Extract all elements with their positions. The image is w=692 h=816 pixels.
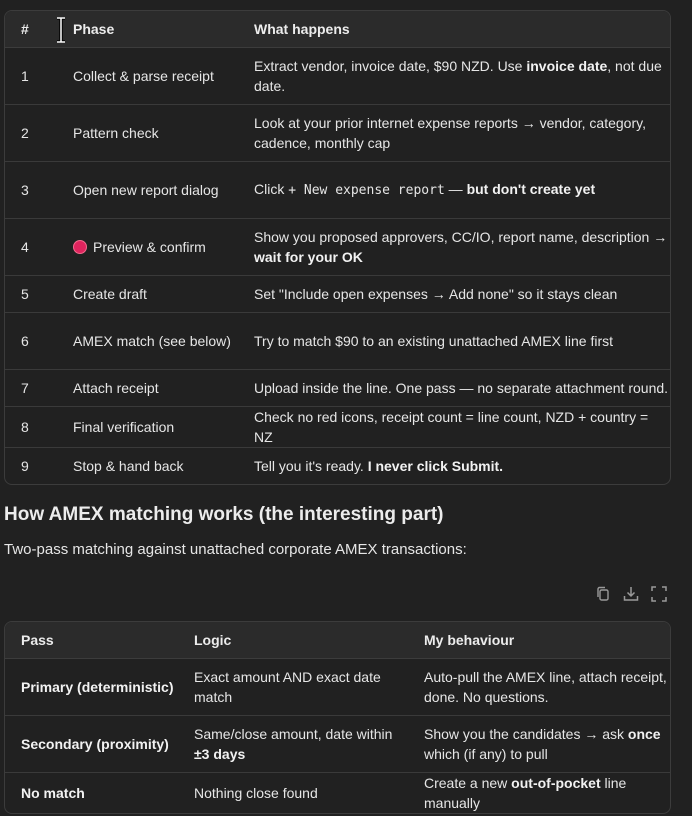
download-icon[interactable] bbox=[622, 585, 640, 603]
header-logic: Logic bbox=[178, 622, 408, 659]
table-row bbox=[5, 313, 670, 370]
bold-text: once bbox=[627, 726, 661, 742]
phase-name bbox=[57, 105, 238, 162]
header-num: # bbox=[5, 11, 57, 48]
phase-number: 8 bbox=[5, 407, 57, 448]
text-run: Tell you it's ready. bbox=[254, 458, 368, 474]
phase-description bbox=[238, 313, 670, 370]
phase-label: Stop & hand back bbox=[73, 458, 184, 474]
table-row bbox=[5, 162, 670, 219]
section-intro: Two-pass matching against unattached corporate AMEX transactions: bbox=[4, 541, 467, 558]
inline-code: + New expense report bbox=[288, 183, 445, 198]
text-run: Nothing close found bbox=[194, 785, 318, 801]
table-row bbox=[5, 448, 670, 485]
table-row bbox=[5, 773, 670, 814]
text-run: Try to match $90 to an existing unattached AMEX line first bbox=[254, 333, 613, 349]
pass-behaviour bbox=[408, 716, 670, 773]
phase-label: Pattern check bbox=[73, 125, 159, 141]
text-run: Click bbox=[254, 181, 289, 197]
red-circle-icon bbox=[73, 240, 87, 254]
amex-matching-table bbox=[5, 622, 670, 813]
table-row bbox=[5, 370, 670, 407]
phase-number: 2 bbox=[5, 105, 57, 162]
text-run: Extract vendor, invoice date, $90 NZD. Use bbox=[254, 58, 527, 74]
expand-icon[interactable] bbox=[650, 585, 668, 603]
table-row bbox=[5, 407, 670, 448]
phase-label: Create draft bbox=[73, 286, 147, 302]
phase-description bbox=[238, 105, 670, 162]
text-run: line manually bbox=[424, 775, 627, 811]
copy-icon[interactable] bbox=[594, 585, 612, 603]
table-row bbox=[5, 105, 670, 162]
pass-behaviour bbox=[408, 773, 670, 814]
text-run: Upload inside the line. One pass — no separate attachment round. bbox=[254, 380, 669, 396]
text-run: Auto-pull the AMEX line, attach receipt, done. No questions. bbox=[424, 669, 667, 705]
phase-label: Collect & parse receipt bbox=[73, 68, 214, 84]
phase-name bbox=[57, 448, 238, 485]
bold-text: out-of-pocket bbox=[511, 775, 601, 791]
phase-description bbox=[238, 219, 670, 276]
text-run: Exact amount AND exact date match bbox=[194, 669, 381, 705]
text-run: Set "Include open expenses → Add none" so it stays clean bbox=[254, 286, 618, 302]
pass-logic bbox=[178, 659, 408, 716]
pass-logic bbox=[178, 716, 408, 773]
section-title: How AMEX matching works (the interesting part) bbox=[4, 504, 444, 525]
phase-description bbox=[238, 162, 670, 219]
phase-label: Open new report dialog bbox=[73, 182, 219, 198]
text-run: Check no red icons, receipt count = line count, NZD + country = NZ bbox=[254, 409, 649, 445]
phase-name bbox=[57, 276, 238, 313]
header-pass: Pass bbox=[5, 622, 178, 659]
amex-table-container bbox=[4, 621, 671, 814]
phase-name bbox=[57, 407, 238, 448]
table-row bbox=[5, 659, 670, 716]
phase-number: 5 bbox=[5, 276, 57, 313]
phase-name bbox=[57, 313, 238, 370]
phase-description bbox=[238, 448, 670, 485]
bold-text: invoice date bbox=[526, 58, 608, 74]
table-row bbox=[5, 716, 670, 773]
bold-text: I never click Submit. bbox=[367, 458, 504, 474]
phase-number: 7 bbox=[5, 370, 57, 407]
header-phase: Phase bbox=[57, 11, 238, 48]
phases-table bbox=[5, 11, 670, 484]
pass-logic bbox=[178, 773, 408, 814]
text-run: which (if any) to pull bbox=[424, 746, 548, 762]
table-row bbox=[5, 276, 670, 313]
phases-header-row bbox=[5, 11, 670, 48]
phase-number: 6 bbox=[5, 313, 57, 370]
phase-number: 1 bbox=[21, 68, 29, 84]
text-run: — bbox=[444, 181, 467, 197]
bold-text: ±3 days bbox=[194, 746, 246, 762]
phase-name bbox=[57, 370, 238, 407]
phase-label: Preview & confirm bbox=[93, 239, 206, 255]
pass-label: Secondary (proximity) bbox=[21, 736, 169, 752]
phase-label: AMEX match (see below) bbox=[73, 333, 231, 349]
phase-description bbox=[238, 276, 670, 313]
bold-text: wait for your OK bbox=[254, 249, 363, 265]
phase-name bbox=[57, 48, 238, 105]
header-what-happens: What happens bbox=[238, 11, 670, 48]
table-toolbar bbox=[594, 585, 668, 603]
phase-name bbox=[57, 219, 238, 276]
text-run: Create a new bbox=[424, 775, 512, 791]
amex-header-row bbox=[5, 622, 670, 659]
table-row bbox=[5, 48, 670, 105]
phase-number: 4 bbox=[5, 219, 57, 276]
phase-label: Attach receipt bbox=[73, 380, 159, 396]
text-run: Same/close amount, date within bbox=[194, 726, 393, 742]
pass-label: Primary (deterministic) bbox=[21, 679, 174, 695]
text-cursor-icon bbox=[55, 17, 67, 43]
table-row bbox=[5, 219, 670, 276]
text-run: , not due date. bbox=[254, 58, 662, 94]
pass-name bbox=[5, 716, 178, 773]
phases-table-container bbox=[4, 10, 671, 485]
pass-behaviour bbox=[408, 659, 670, 716]
phase-description bbox=[238, 370, 670, 407]
pass-name bbox=[5, 773, 178, 814]
text-run: Show you proposed approvers, CC/IO, report name, description → bbox=[254, 229, 668, 245]
text-run: Look at your prior internet expense reports → vendor, category, cadence, monthly cap bbox=[254, 115, 646, 151]
phase-number: 3 bbox=[5, 162, 57, 219]
phase-number: 9 bbox=[5, 448, 57, 485]
pass-name bbox=[5, 659, 178, 716]
bold-text: but don't create yet bbox=[466, 181, 596, 197]
text-run: Show you the candidates → ask bbox=[424, 726, 628, 742]
header-my-behaviour: My behaviour bbox=[408, 622, 670, 659]
phase-name bbox=[57, 162, 238, 219]
phase-description bbox=[238, 407, 670, 448]
phase-label: Final verification bbox=[73, 419, 175, 435]
pass-label: No match bbox=[21, 785, 85, 801]
phase-description bbox=[238, 48, 670, 105]
